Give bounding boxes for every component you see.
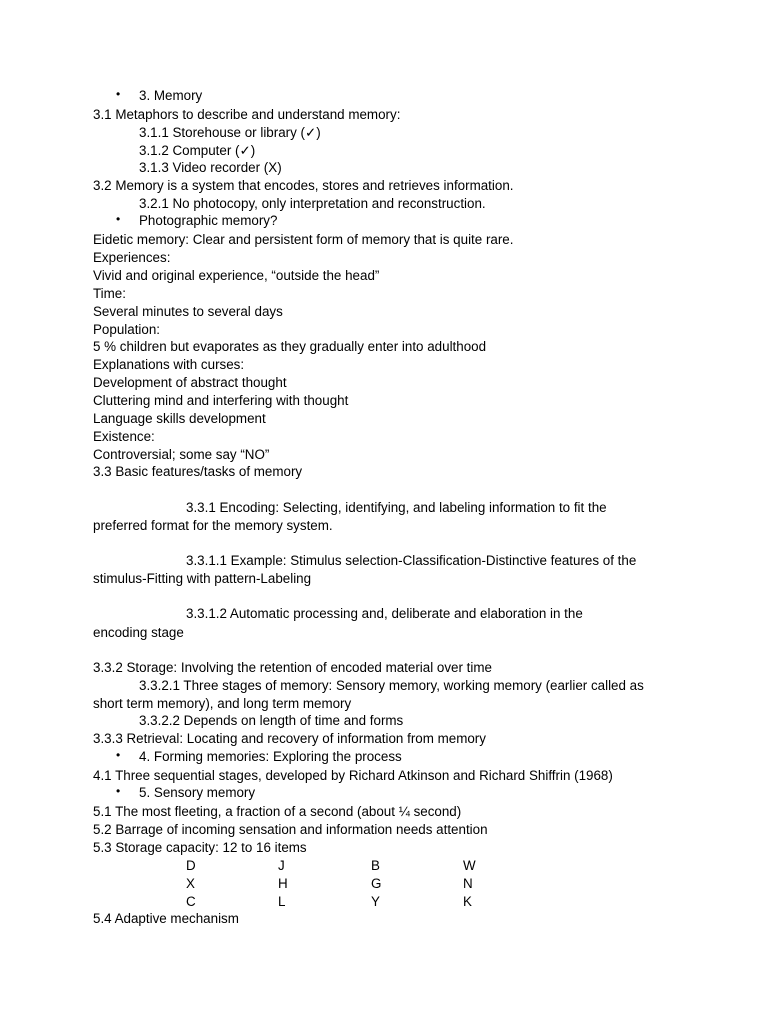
text-line: 5 % children but evaporates as they gradually enter into adulthood: [93, 339, 487, 354]
item-3-3-1-1-cont: stimulus-Fitting with pattern-Labeling: [93, 571, 312, 586]
item-3-3-3: 3.3.3 Retrieval: Locating and recovery of information from memory: [93, 731, 486, 746]
item-3-1-2: 3.1.2 Computer (✓): [139, 143, 256, 158]
heading-memory: 3. Memory: [139, 88, 203, 103]
item-3-3-1-cont: preferred format for the memory system.: [93, 518, 333, 533]
bullet-icon: •: [116, 87, 121, 101]
section-5-2: 5.2 Barrage of incoming sensation and information needs attention: [93, 822, 488, 837]
grid-cell: K: [463, 894, 472, 909]
grid-cell: L: [278, 894, 286, 909]
item-3-3-2-1: 3.3.2.1 Three stages of memory: Sensory memory, working memory (earlier called as: [139, 678, 644, 693]
grid-cell: B: [371, 858, 380, 873]
heading-forming-memories: 4. Forming memories: Exploring the process: [139, 749, 402, 764]
section-3-1: 3.1 Metaphors to describe and understand memory:: [93, 107, 401, 122]
grid-cell: C: [186, 894, 196, 909]
grid-cell: N: [463, 876, 473, 891]
item-3-3-2: 3.3.2 Storage: Involving the retention of encoded material over time: [93, 660, 492, 675]
section-3-2: 3.2 Memory is a system that encodes, stores and retrieves information.: [93, 178, 514, 193]
grid-cell: W: [463, 858, 476, 873]
item-3-3-1-2-cont: encoding stage: [93, 625, 184, 640]
section-3-3: 3.3 Basic features/tasks of memory: [93, 464, 303, 479]
grid-cell: H: [278, 876, 288, 891]
grid-cell: Y: [371, 894, 380, 909]
text-line: Language skills development: [93, 411, 266, 426]
grid-cell: X: [186, 876, 195, 891]
item-3-2-1: 3.2.1 No photocopy, only interpretation and reconstruction.: [139, 196, 486, 211]
item-3-3-1-1: 3.3.1.1 Example: Stimulus selection-Classification-Distinctive features of the: [186, 553, 637, 568]
section-5-1: 5.1 The most fleeting, a fraction of a second (about ¼ second): [93, 804, 462, 819]
text-line: Eidetic memory: Clear and persistent form of memory that is quite rare.: [93, 232, 514, 247]
section-5-4: 5.4 Adaptive mechanism: [93, 911, 239, 926]
item-3-3-2-2: 3.3.2.2 Depends on length of time and forms: [139, 713, 404, 728]
bullet-photographic-memory: Photographic memory?: [139, 213, 278, 228]
bullet-icon: •: [116, 784, 121, 798]
bullet-icon: •: [116, 212, 121, 226]
text-line: Existence:: [93, 429, 155, 444]
grid-cell: J: [278, 858, 285, 873]
text-line: Explanations with curses:: [93, 357, 245, 372]
grid-cell: D: [186, 858, 196, 873]
text-line: Controversial; some say “NO”: [93, 447, 270, 462]
heading-sensory-memory: 5. Sensory memory: [139, 785, 256, 800]
text-line: Several minutes to several days: [93, 304, 283, 319]
text-line: Experiences:: [93, 250, 171, 265]
text-line: Cluttering mind and interfering with thought: [93, 393, 349, 408]
item-3-3-1: 3.3.1 Encoding: Selecting, identifying, and labeling information to fit the: [186, 500, 607, 515]
section-4-1: 4.1 Three sequential stages, developed by Richard Atkinson and Richard Shiffrin (1968): [93, 768, 613, 783]
item-3-1-1: 3.1.1 Storehouse or library (✓): [139, 125, 321, 140]
text-line: Development of abstract thought: [93, 375, 287, 390]
text-line: Vivid and original experience, “outside the head”: [93, 268, 380, 283]
item-3-3-2-1-cont: short term memory), and long term memory: [93, 696, 352, 711]
text-line: Time:: [93, 286, 126, 301]
text-line: Population:: [93, 322, 161, 337]
item-3-1-3: 3.1.3 Video recorder (X): [139, 160, 282, 175]
section-5-3: 5.3 Storage capacity: 12 to 16 items: [93, 840, 307, 855]
item-3-3-1-2: 3.3.1.2 Automatic processing and, deliberate and elaboration in the: [186, 606, 583, 621]
bullet-icon: •: [116, 748, 121, 762]
grid-cell: G: [371, 876, 382, 891]
